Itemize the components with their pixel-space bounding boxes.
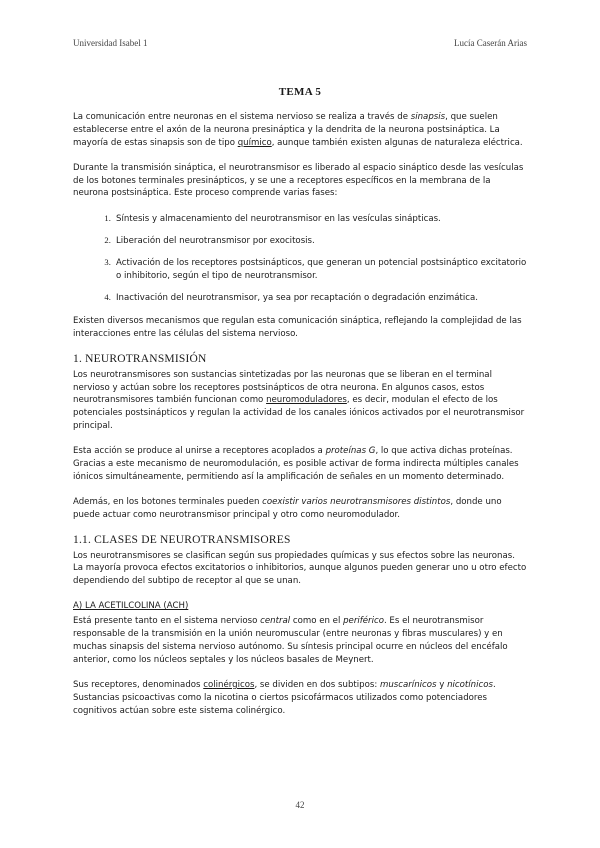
intro-paragraph-2: Durante la transmisión sináptica, el neurotransmisor es liberado al espacio sináptico desde las vesículas de los botones terminales presinápticos, y se une a receptores específicos en la membrana de la neurona postsináptica. Este proceso comprende varias fases:: [73, 162, 524, 199]
section-heading-clases: 1.1. CLASES DE NEUROTRANSMISORES: [73, 533, 291, 546]
text-run: . Sustancias psicoactivas como la nicotina o ciertos psicofármacos utilizados como potenciadores cognitivos actúan sobre este sistema colinérgico.: [73, 679, 496, 716]
subsectionA-paragraph-2: [73, 679, 527, 718]
subsection-heading-acetilcolina: A) LA ACETILCOLINA (ACH): [73, 601, 189, 612]
section1-paragraph-3: [73, 496, 527, 522]
section1-paragraph-1: [73, 369, 527, 434]
phases-list: [73, 212, 527, 305]
header-author: Lucía Caserán Arias: [454, 38, 527, 48]
text-run-underlined: colinérgicos: [203, 679, 255, 690]
text-run: . Es el neurotransmisor responsable de la transmisión en la unión neuromuscular (entre neuronas y fibras musculares) y en muchas sinapsis del sistema nervioso autónomo. Su síntesis principal ocurre en núcleos del encéfalo anterior, como los núcleos septales y los núcleos basales de Meynert.: [73, 616, 508, 665]
subsectionA-paragraph-1: [73, 615, 527, 667]
intro-paragraph-1: [73, 111, 527, 150]
list-item: 1. Síntesis y almacenamiento del neurotransmisor en las vesículas sinápticas.: [113, 212, 527, 226]
text-run: Los neurotransmisores son sustancias sintetizadas por las neuronas que se liberan en el terminal nervioso y actúan sobre los receptores postsinápticos de otra neurona. En algunos casos, estos neurotransmisores también funcionan como: [73, 369, 492, 406]
text-run: , lo que activa dichas proteínas. Gracias a este mecanismo de neuromodulación, es posible activar de forma indirecta múltiples canales iónicos simultáneamente, permitiendo así la amplificación de señales en un momento determinado.: [73, 446, 519, 482]
text-run: Está presente tanto en el sistema nervioso: [73, 616, 261, 627]
text-run-underlined: químico: [237, 137, 272, 148]
list-item: 4. Inactivación del neurotransmisor, ya sea por recaptación o degradación enzimática.: [113, 291, 527, 305]
text-run-italic: proteínas G: [325, 446, 376, 457]
text-run: como en el: [290, 616, 344, 627]
text-run: Además, en los botones terminales pueden: [73, 496, 263, 507]
page-content: [73, 86, 527, 730]
page-title: TEMA 5: [278, 86, 322, 98]
text-run-italic: periférico: [343, 616, 384, 627]
text-run-italic: coexistir varios neurotransmisores distintos: [262, 496, 451, 507]
section1-paragraph-2: [73, 445, 527, 484]
intro-paragraph-3: Existen diversos mecanismos que regulan esta comunicación sináptica, reflejando la complejidad de las interacciones entre las células del sistema nervioso.: [73, 315, 522, 339]
text-run: , donde uno puede actuar como neurotransmisor principal y otro como neuromodulador.: [73, 496, 502, 520]
text-run-underlined: neuromoduladores: [266, 395, 347, 406]
section-heading-neurotransmision: 1. NEUROTRANSMISIÓN: [73, 352, 207, 365]
text-run: , que suelen establecerse entre el axón de la neurona presináptica y la dendrita de la neurona postsináptica. La mayoría de estas sinapsis son de tipo: [73, 111, 500, 148]
text-run: Sus receptores, denominados: [73, 679, 204, 690]
header-institution: Universidad Isabel 1: [73, 38, 148, 48]
list-item: 3. Activación de los receptores postsinápticos, que generan un potencial postsináptico excitatorio o inhibitorio, según el tipo de neurotransmisor.: [113, 256, 527, 283]
page-number: 42: [295, 800, 305, 810]
text-run-italic: central: [260, 616, 291, 627]
text-run: La comunicación entre neuronas en el sistema nervioso se realiza a través de: [73, 111, 411, 122]
text-run: y: [436, 679, 448, 690]
text-run-italic: nicotínicos: [447, 679, 493, 690]
section11-paragraph-1: Los neurotransmisores se clasifican según sus propiedades químicas y sus efectos sobre las neuronas. La mayoría provoca efectos excitatorios o inhibitorios, aunque algunos pueden generar uno u otro efecto dependiendo del subtipo de receptor al que se unan.: [73, 550, 527, 587]
text-run: , se dividen en dos subtipos:: [254, 679, 380, 690]
text-run: , aunque también existen algunas de naturaleza eléctrica.: [271, 137, 523, 148]
list-item: 2. Liberación del neurotransmisor por exocitosis.: [113, 234, 527, 248]
text-run-italic: muscarínicos: [379, 679, 437, 690]
text-run-italic: sinapsis: [410, 111, 446, 122]
text-run: , es decir, modulan el efecto de los potenciales postsinápticos y regulan la actividad de los canales iónicos activados por el neurotransmisor principal.: [73, 395, 525, 432]
text-run: Esta acción se produce al unirse a receptores acoplados a: [73, 446, 326, 457]
